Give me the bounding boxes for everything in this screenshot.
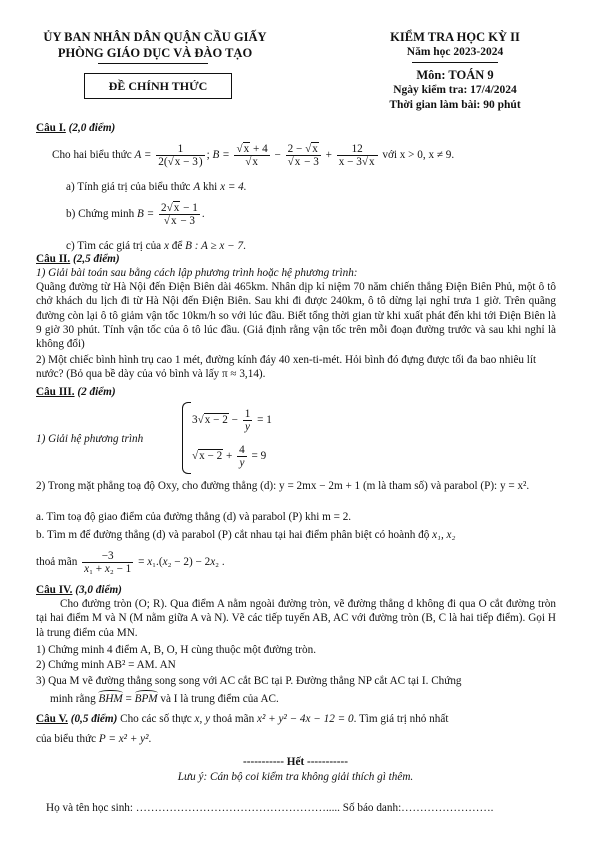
q5-line2: của biểu thức P = x² + y². xyxy=(36,733,152,745)
header-underline-left xyxy=(98,63,208,64)
q4-item1: 1) Chứng minh 4 điểm A, B, O, H cùng thuộc một đường tròn. xyxy=(36,644,317,656)
q1-expressions: Cho hai biểu thức A = $\frac{1}{2(√x - 3)}$ ; B = $\frac{√x + 4}{√x}$ − $\frac{2 - √x}{√x - 3}$ + $\frac{12}{x - 3√x}$ với x > 0, x ≠ 9. xyxy=(52,142,455,168)
q4-heading: Câu IV. (3,0 điểm) xyxy=(36,584,122,596)
q2-part1-intro: 1) Giải bài toán sau bằng cách lập phương trình hoặc hệ phương trình: xyxy=(36,267,358,279)
student-info-line: Họ và tên học sinh: ……………………………………………..... Số báo danh:……………………. xyxy=(46,802,494,814)
q2-part1-text: Quãng đường từ Hà Nội đến Điện Biên dài 465km. Nhân dịp kỉ niệm 70 năm chiến thắng Điện Biên Phủ, một ô tô chở khách du lịch đi từ Hà Nội đến Điện Biên. Sau khi đi được 240km, ô tô dừng lại nghỉ trưa 1 giờ. Trên quãng đường còn lại ô tô giảm vận tốc 10km/h so với lúc đầu. Biết tổng thời gian từ khi xuất phát đến khi tới Điện Biên là 9 giờ 30 phút. Tính vận tốc của ô tô lúc đầu. (Giả định rằng vận tốc trên mỗi đoạn đường trước và sau khi nghỉ là không đổi) xyxy=(36,281,556,351)
authority-name: ỦY BAN NHÂN DÂN QUẬN CẦU GIẤY xyxy=(43,30,267,44)
system-eq1: 3√x − 2 − $\frac{1}{y}$ = 1 xyxy=(192,407,272,433)
exam-date: Ngày kiểm tra: 17/4/2024 xyxy=(393,84,517,96)
subject: Môn: TOÁN 9 xyxy=(416,68,494,82)
q4-item3b: minh rằng BHM = BPM và I là trung điểm của AC. xyxy=(50,693,279,705)
q4-item2: 2) Chứng minh AB² = AM. AN xyxy=(36,659,176,671)
q4-intro: Cho đường tròn (O; R). Qua điểm A nằm ngoài đường tròn, vẽ đường thẳng d không đi qua O cắt đường tròn tại hai điểm M và N (M nằm giữa A và N). Vẽ các tiếp tuyến AB, AC với đường tròn (B, C là hai tiếp điểm). Gọi H là trung điểm của MN. xyxy=(36,598,556,639)
q2-heading: Câu II. (2,5 điểm) xyxy=(36,253,120,265)
q3-part-b: b. Tìm m để đường thẳng (d) và parabol (P) cắt nhau tại hai điểm phân biệt có hoành độ x₁, x₂ xyxy=(36,529,456,541)
q5-line1: Câu V. (0,5 điểm) Cho các số thực x, y thoả mãn x² + y² − 4x − 12 = 0. Tìm giá trị nhỏ nhất xyxy=(36,713,449,725)
q3-part1: 1) Giải hệ phương trình xyxy=(36,433,144,445)
header-underline-right xyxy=(412,62,498,63)
q2-part2-text: 2) Một chiếc bình hình trụ cao 1 mét, đường kính đáy 40 xen-ti-mét. Hỏi bình đó đựng được tối đa bao nhiêu lít nước? (Bỏ qua bề dày của vỏ bình và lấy π ≈ 3,14). xyxy=(36,354,537,381)
q3-part-a: a. Tìm toạ độ giao điểm của đường thẳng (d) và parabol (P) khi m = 2. xyxy=(36,511,352,523)
q4-item3a: 3) Qua M vẽ đường thẳng song song với AC cắt BC tại P. Đường thẳng NP cắt AC tại I. Chứng xyxy=(36,675,462,687)
q1-heading: Câu I. (2,0 điểm) xyxy=(36,122,116,134)
proctor-note: Lưu ý: Cán bộ coi kiểm tra không giải thích gì thêm. xyxy=(177,771,414,783)
exam-title: KIỂM TRA HỌC KỲ II xyxy=(390,30,520,44)
q1-part-c: c) Tìm các giá trị của x để B : A ≥ x − 7. xyxy=(66,240,246,252)
school-year: Năm học 2023-2024 xyxy=(406,46,504,58)
q3-heading: Câu III. (2 điểm) xyxy=(36,386,116,398)
official-label: ĐỀ CHÍNH THỨC xyxy=(108,79,208,93)
q1-part-b: b) Chứng minh B = $\frac{2√x - 1}{√x - 3}$ . xyxy=(66,201,205,227)
department-name: PHÒNG GIÁO DỤC VÀ ĐÀO TẠO xyxy=(57,46,253,60)
system-eq2: √x − 2 + $\frac{4}{y}$ = 9 xyxy=(192,443,267,469)
duration: Thời gian làm bài: 90 phút xyxy=(389,99,521,111)
q3-part-b-condition: thoả mãn $\frac{-3}{\text{x₁ + x₂ − 1}}$ = x₁.(x₂ − 2) − 2x₂ . xyxy=(36,549,225,575)
end-marker: ----------- Hết ----------- xyxy=(243,756,348,768)
q1-part-a: a) Tính giá trị của biểu thức A khi x = 4. xyxy=(66,181,247,193)
system-brace xyxy=(182,402,191,474)
q3-part2: 2) Trong mặt phẳng toạ độ Oxy, cho đường thẳng (d): y = 2mx − 2m + 1 (m là tham số) và parabol (P): y = x². xyxy=(36,480,530,492)
